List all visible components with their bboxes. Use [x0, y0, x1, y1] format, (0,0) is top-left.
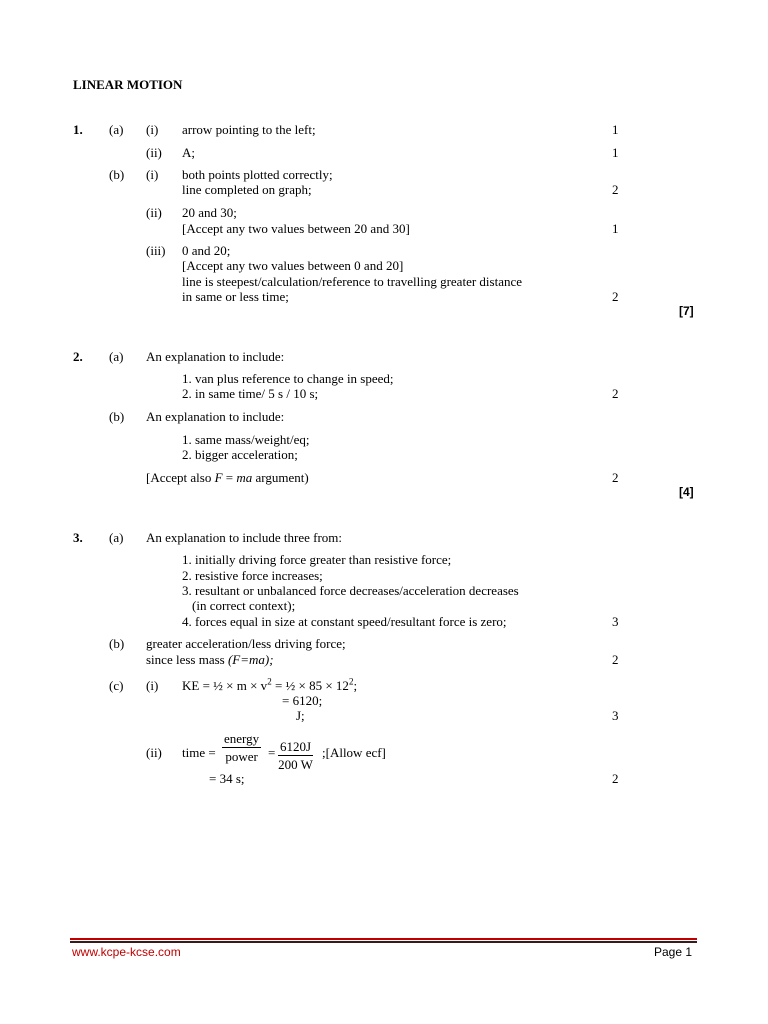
- answer-point: (in correct context);: [192, 598, 296, 613]
- part-label: (b): [109, 636, 125, 651]
- ke-result: = 6120;: [282, 693, 323, 708]
- allow-note: ;[Allow ecf]: [322, 745, 386, 760]
- time-label: time =: [182, 745, 216, 760]
- answer-text: both points plotted correctly;: [182, 167, 333, 182]
- answer-text: greater acceleration/less driving force;: [146, 636, 346, 651]
- question-number: 1.: [73, 122, 83, 137]
- answer-point: 2. in same time/ 5 s / 10 s;: [182, 386, 319, 401]
- footer-divider: [70, 938, 697, 940]
- accept-note: [Accept also F = ma argument): [146, 470, 309, 485]
- mark: 2: [612, 386, 619, 401]
- mark: 3: [612, 614, 619, 629]
- answer-text: in same or less time;: [182, 289, 289, 304]
- answer-text: since less mass (F=ma);: [146, 652, 274, 667]
- question-number: 3.: [73, 530, 83, 545]
- mark: 1: [612, 221, 619, 236]
- subpart-label: (i): [146, 122, 159, 137]
- answer-point: 1. initially driving force greater than resistive force;: [182, 552, 452, 567]
- part-label: (c): [109, 678, 124, 693]
- subpart-label: (ii): [146, 205, 162, 220]
- answer-text: 20 and 30;: [182, 205, 237, 220]
- question-total: [7]: [679, 304, 694, 318]
- fraction-energy-power: energy power: [224, 731, 260, 764]
- answer-text: An explanation to include:: [146, 409, 285, 424]
- answer-text: [Accept any two values between 20 and 30]: [182, 221, 410, 236]
- equals-sign: =: [268, 745, 276, 760]
- answer-point: 1. van plus reference to change in speed;: [182, 371, 394, 386]
- subpart-label: (iii): [146, 243, 166, 258]
- answer-point: 2. resistive force increases;: [182, 568, 323, 583]
- mark: 2: [612, 470, 619, 485]
- answer-point: 2. bigger acceleration;: [182, 447, 298, 462]
- answer-point: 4. forces equal in size at constant speed/resultant force is zero;: [182, 614, 507, 629]
- page-number: Page 1: [654, 945, 693, 959]
- subpart-label: (ii): [146, 145, 162, 160]
- answer-text: arrow pointing to the left;: [182, 122, 316, 137]
- mark: 1: [612, 145, 619, 160]
- mark: 2: [612, 652, 619, 667]
- answer-text: line is steepest/calculation/reference to travelling greater distance: [182, 274, 523, 289]
- page-title: LINEAR MOTION: [73, 77, 183, 92]
- question-total: [4]: [679, 485, 694, 499]
- answer-text: An explanation to include three from:: [146, 530, 343, 545]
- fraction-values: $\frac{6120J}{200 W}$: [278, 739, 313, 772]
- answer-text: An explanation to include:: [146, 349, 285, 364]
- mark: 3: [612, 708, 619, 723]
- footer-link[interactable]: www.kcpe-kcse.com: [72, 945, 181, 959]
- mark: 2: [612, 289, 619, 304]
- footer-divider: [70, 941, 697, 943]
- answer-text: [Accept any two values between 0 and 20]: [182, 258, 404, 273]
- part-label: (a): [109, 349, 124, 364]
- mark: 1: [612, 122, 619, 137]
- ke-equation: KE = ½ × $m \times v^2$ = ½ × $85 \times 12^2$;: [182, 676, 358, 693]
- part-label: (b): [109, 409, 125, 424]
- answer-point: 1. same mass/weight/eq;: [182, 432, 310, 447]
- answer-text: 0 and 20;: [182, 243, 231, 258]
- mark: 2: [612, 771, 619, 786]
- part-label: (b): [109, 167, 125, 182]
- answer-text: A;: [182, 145, 195, 160]
- part-label: (a): [109, 530, 124, 545]
- subpart-label: (ii): [146, 745, 162, 760]
- time-result: = 34 s;: [209, 771, 245, 786]
- part-label: (a): [109, 122, 124, 137]
- answer-point: 3. resultant or unbalanced force decreases/acceleration decreases: [182, 583, 519, 598]
- ke-unit: J;: [296, 708, 305, 723]
- mark: 2: [612, 182, 619, 197]
- question-number: 2.: [73, 349, 83, 364]
- subpart-label: (i): [146, 678, 159, 693]
- subpart-label: (i): [146, 167, 159, 182]
- answer-text: line completed on graph;: [182, 182, 312, 197]
